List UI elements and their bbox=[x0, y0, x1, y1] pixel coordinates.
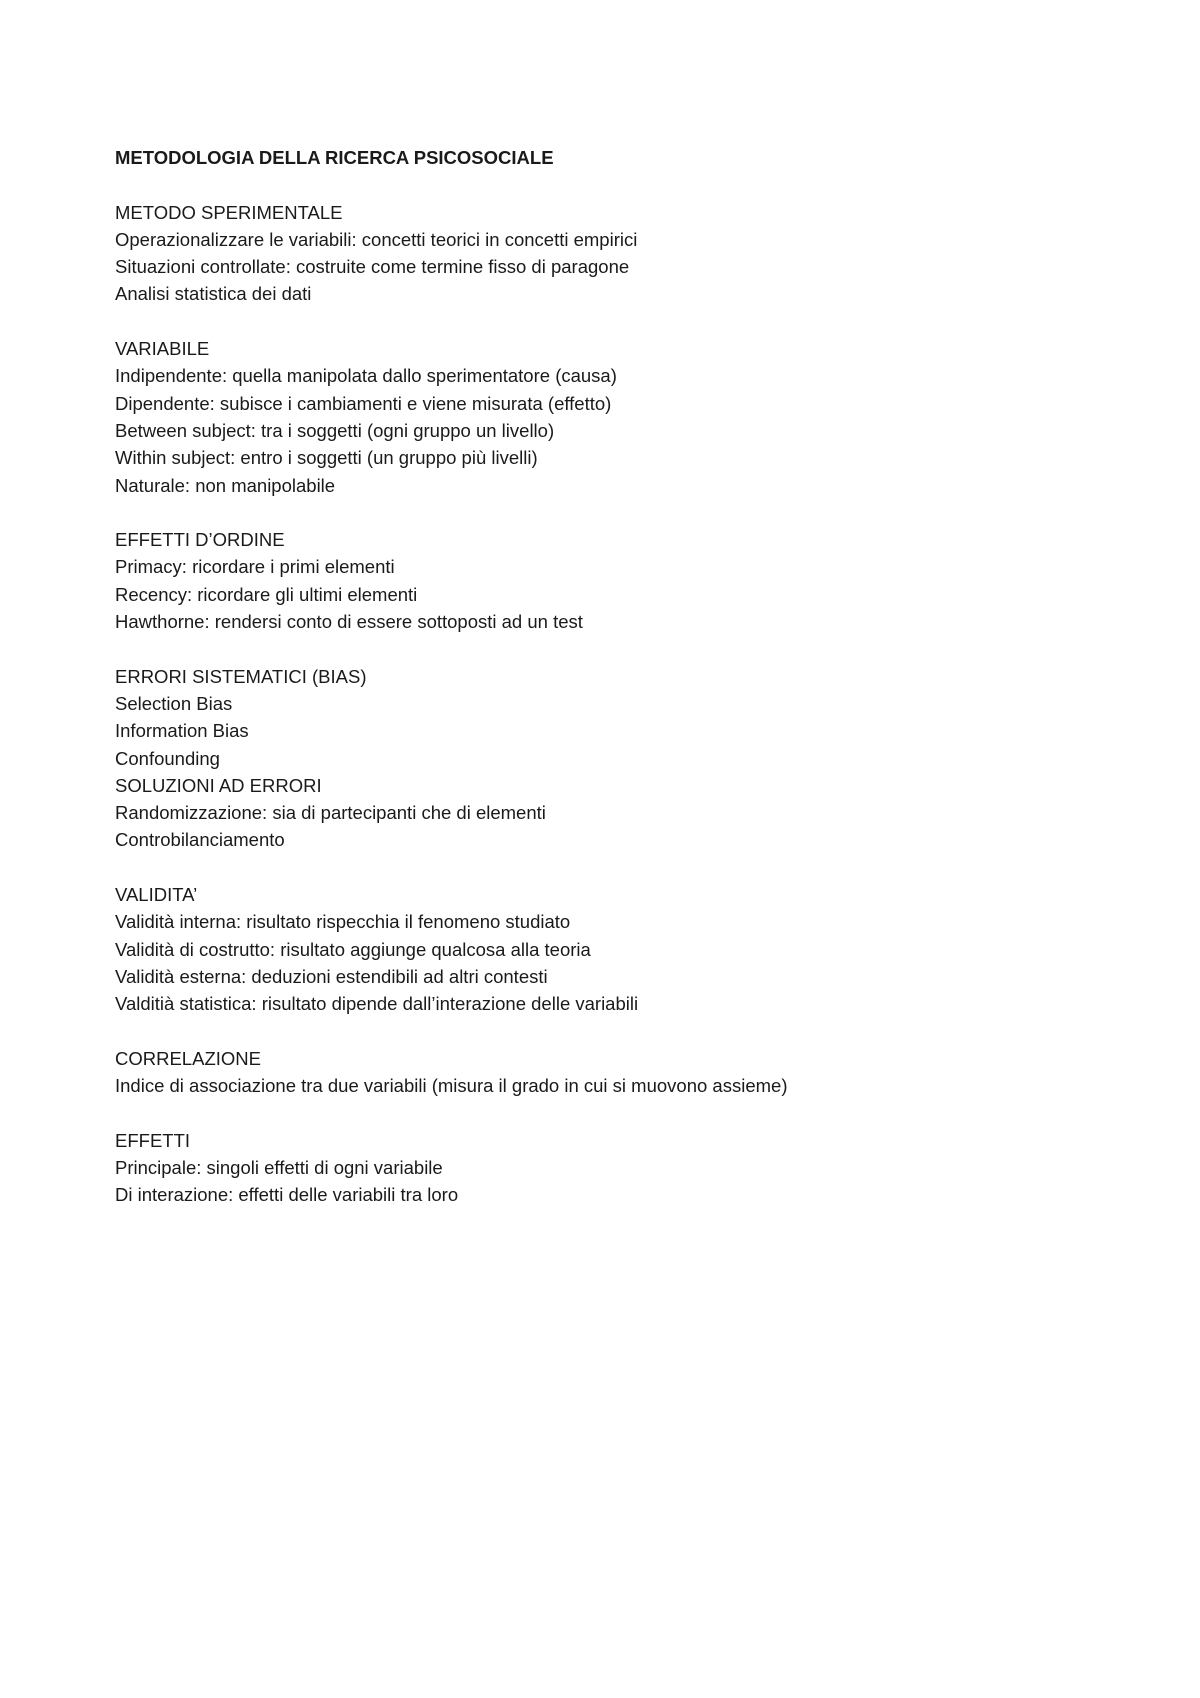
section-line: Confounding bbox=[115, 747, 220, 769]
section-line: Situazioni controllate: costruite come termine fisso di paragone bbox=[115, 256, 630, 278]
section-heading: EFFETTI bbox=[115, 1129, 191, 1151]
section-heading: ERRORI SISTEMATICI (BIAS) bbox=[115, 665, 367, 687]
section-line: Within subject: entro i soggetti (un gruppo più livelli) bbox=[115, 447, 538, 469]
section-heading: VALIDITA’ bbox=[115, 884, 198, 906]
section-line: Information Bias bbox=[115, 720, 249, 742]
section-line: Validità interna: risultato rispecchia il fenomeno studiato bbox=[115, 911, 571, 933]
section-line: Hawthorne: rendersi conto di essere sottoposti ad un test bbox=[115, 611, 583, 633]
document-title: METODOLOGIA DELLA RICERCA PSICOSOCIALE bbox=[115, 147, 554, 168]
section-line: Indice di associazione tra due variabili (misura il grado in cui si muovono assieme) bbox=[115, 1075, 788, 1097]
section-line: Valditià statistica: risultato dipende dall’interazione delle variabili bbox=[115, 993, 639, 1015]
section-heading: CORRELAZIONE bbox=[115, 1047, 261, 1069]
section-line: Selection Bias bbox=[115, 692, 233, 714]
section-line: Di interazione: effetti delle variabili tra loro bbox=[115, 1184, 459, 1206]
section-heading: VARIABILE bbox=[115, 338, 210, 360]
section-metodo-sperimentale bbox=[115, 199, 1115, 308]
section-line: Validità esterna: deduzioni estendibili ad altri contesti bbox=[115, 965, 548, 987]
section-line: Validità di costrutto: risultato aggiunge qualcosa alla teoria bbox=[115, 938, 591, 960]
section-correlazione bbox=[115, 1045, 1115, 1100]
section-effetti bbox=[115, 1127, 1115, 1209]
section-line: Recency: ricordare gli ultimi elementi bbox=[115, 583, 418, 605]
section-line: Principale: singoli effetti di ogni variabile bbox=[115, 1156, 443, 1178]
section-line: Randomizzazione: sia di partecipanti che di elementi bbox=[115, 802, 546, 824]
section-heading: METODO SPERIMENTALE bbox=[115, 201, 343, 223]
section-line: Naturale: non manipolabile bbox=[115, 474, 336, 496]
section-line: Dipendente: subisce i cambiamenti e viene misurata (effetto) bbox=[115, 392, 612, 414]
section-line: Between subject: tra i soggetti (ogni gruppo un livello) bbox=[115, 419, 555, 441]
section-line: Operazionalizzare le variabili: concetti teorici in concetti empirici bbox=[115, 228, 638, 250]
section-line: SOLUZIONI AD ERRORI bbox=[115, 774, 322, 796]
document-body bbox=[115, 144, 1115, 1236]
section-heading: EFFETTI D’ORDINE bbox=[115, 529, 285, 551]
section-validita bbox=[115, 881, 1115, 1017]
section-effetti-ordine bbox=[115, 526, 1115, 635]
section-line: Primacy: ricordare i primi elementi bbox=[115, 556, 395, 578]
section-line: Indipendente: quella manipolata dallo sperimentatore (causa) bbox=[115, 365, 617, 387]
section-errori-sistematici bbox=[115, 663, 1115, 854]
section-line: Controbilanciamento bbox=[115, 829, 285, 851]
section-line: Analisi statistica dei dati bbox=[115, 283, 312, 305]
section-variabile bbox=[115, 335, 1115, 499]
